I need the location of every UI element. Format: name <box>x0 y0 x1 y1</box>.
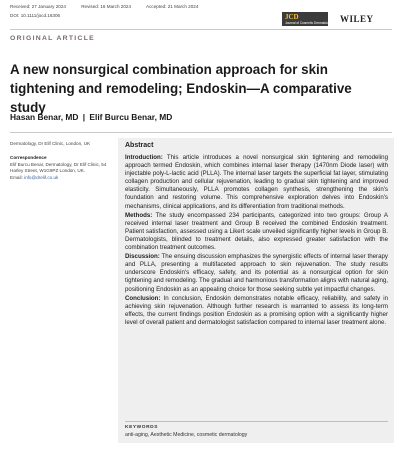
affiliation: Dermatology, Dr Elif Clinic, London, UK <box>10 141 91 146</box>
keywords-divider <box>125 421 388 422</box>
abstract-body <box>125 154 388 328</box>
section-label: Methods: <box>125 211 153 219</box>
abstract-panel <box>118 138 394 443</box>
section-label: Discussion: <box>125 253 160 261</box>
author-name[interactable]: Elif Burcu Benar, MD <box>89 112 173 122</box>
keywords-label: KEYWORDS <box>125 425 159 430</box>
article-title: A new nonsurgical combination approach for skin tightening and remodeling; Endoskin—A comparative study <box>10 62 352 115</box>
section-text: In conclusion, Endoskin demonstrates notable efficacy, reliability, and safety in achieving skin rejuvenation. Although further research is warranted to assess its long-term effects, the current findings position Endoskin as a promising option with a significantly higher level of overall patient and dermatologist satisfaction compared to internal laser treatment alone. <box>125 294 388 326</box>
email-label: Email: <box>10 174 23 180</box>
abstract-methods <box>125 212 388 252</box>
abstract-heading: Abstract <box>125 142 154 149</box>
article-type: ORIGINAL ARTICLE <box>10 35 95 42</box>
section-text: The study encompassed 234 participants, categorized into two groups: Group A received internal laser treatment and Group B received the combined Endoskin treatment. Patient satisfaction, assessed using a Likert scale unveiled significantly higher levels in Group B. Dermatologists, blinded to treatment details, also expressed greater satisfaction with the combination treatment outcomes. <box>125 211 388 252</box>
accepted-date: Accepted: 21 March 2024 <box>146 4 199 9</box>
keywords-text: anti-aging, Aesthetic Medicine, cosmetic dermatology <box>125 432 248 438</box>
correspondence <box>10 155 118 181</box>
abstract-introduction <box>125 154 388 211</box>
journal-logo <box>282 12 333 26</box>
publisher-logo: WILEY <box>340 14 374 24</box>
correspondence-address: Elif Burcu Benar, Dermatology, Dr Elif Clinic, 54 Harley Street, W1G9PZ London, UK. <box>10 161 107 174</box>
doi-link[interactable]: DOI: 10.1111/jocd.16306 <box>10 13 61 18</box>
received-date: Received: 27 January 2024 <box>10 4 66 9</box>
author-separator: | <box>82 112 86 122</box>
section-label: Introduction: <box>125 154 163 161</box>
journal-abbreviation: JCD <box>285 13 299 21</box>
abstract-discussion <box>125 253 388 293</box>
email-link[interactable]: info@drelif.co.uk <box>24 174 59 180</box>
section-text: The ensuing discussion emphasizes the synergistic effects of internal laser therapy and PLLA, presenting a multifaceted approach to skin rejuvenation. The study results underscore Endoskin's efficacy, safety, and its potential as a nonsurgical option for skin tightening and remodeling. The gradual and harmonious transformation aligns with natural aging, positioning Endoskin as an appealing choice for those seeking subtle yet impactful changes. <box>125 253 388 293</box>
section-label: Conclusion: <box>125 294 161 302</box>
journal-full-name: Journal of Cosmetic Dermatology <box>285 21 333 25</box>
header-divider <box>10 29 392 30</box>
revised-date: Revised: 16 March 2024 <box>81 4 132 9</box>
abstract-conclusion <box>125 295 388 327</box>
authors-divider <box>10 132 392 133</box>
author-name[interactable]: Hasan Benar, MD <box>10 112 79 122</box>
correspondence-label: Correspondence <box>10 155 47 160</box>
section-text: This article introduces a novel nonsurgical skin tightening and remodeling approach termed Endoskin, which combines internal laser therapy (1470nm Diode laser) with injectable poly-L-lactic acid (PLLA). The internal laser targets the superficial fat layer, stimulating collagen production and cellular rejuvenation, leading to gradual skin tightening and improved elasticity. Simultaneously, PLLA promotes collagen synthesis, strengthening the skin's foundation and restoring volume. This comprehensive exploration delves into Endoskin's mechanisms, clinical applications, and its differentiation from traditional methods. <box>125 154 388 210</box>
author-list <box>10 112 172 122</box>
article-dates <box>10 4 212 9</box>
